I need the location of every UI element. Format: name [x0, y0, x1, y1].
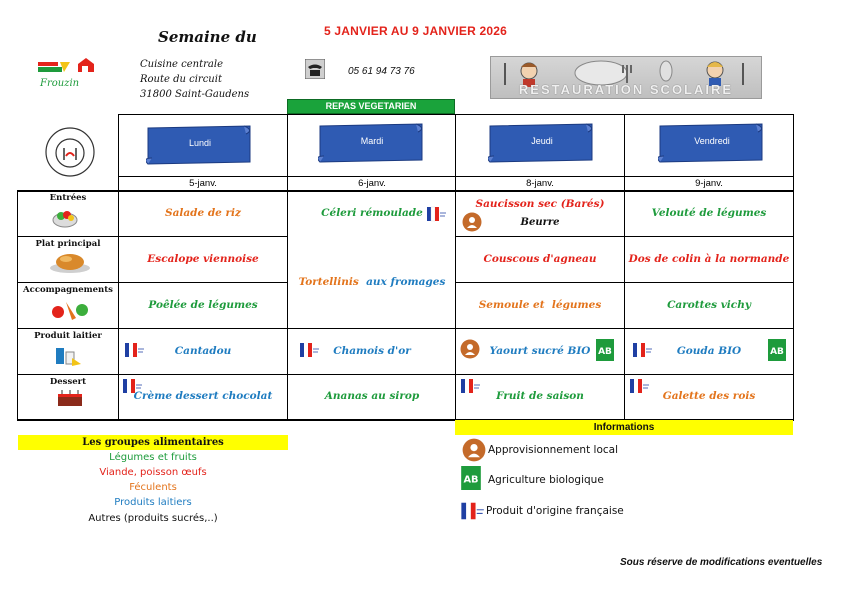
- legend-legumes: Légumes et fruits: [109, 452, 197, 463]
- vendredi-dessert: Galette des rois: [662, 390, 756, 402]
- lundi-dessert: Crème dessert chocolat: [133, 390, 273, 402]
- mardi-laitier: Chamois d'or: [333, 345, 411, 357]
- row-label-dessert: Dessert: [49, 377, 87, 387]
- row-label-plat: Plat principal: [35, 239, 101, 249]
- grid-line: [118, 176, 794, 177]
- plate-logo-icon: [44, 126, 96, 178]
- row-label-accompagnements: Accompagnements: [23, 285, 113, 295]
- lundi-accompagnement: Poêlée de légumes: [148, 299, 258, 311]
- date-mardi: 6-janv.: [358, 178, 386, 189]
- week-dates: 5 JANVIER AU 9 JANVIER 2026: [324, 24, 508, 38]
- grid-line: [17, 282, 287, 283]
- legend-laitiers: Produits laitiers: [114, 497, 192, 508]
- agriculture-bio-icon: [768, 339, 786, 361]
- mardi-plat-1: Tortellinis: [298, 276, 359, 288]
- vendredi-laitier: Gouda BIO: [676, 345, 742, 357]
- legend-title: Les groupes alimentaires: [18, 435, 288, 450]
- restauration-scolaire-banner: [490, 56, 762, 99]
- mardi-entree: Céleri rémoulade: [321, 207, 423, 219]
- day-header-vendredi: [658, 122, 766, 166]
- day-name: Jeudi: [531, 136, 553, 146]
- svg-text:AB: AB: [770, 347, 784, 357]
- address-line-1: Cuisine centrale: [140, 59, 223, 70]
- vendredi-plat: Dos de colin à la normande: [628, 253, 790, 265]
- banner-text: RESTAURATION SCOLAIRE: [518, 82, 734, 97]
- date-vendredi: 9-janv.: [695, 178, 723, 189]
- row-label-entrees: Entrées: [49, 193, 87, 203]
- roast-chicken-icon: [48, 250, 92, 274]
- grid-line: [118, 114, 794, 115]
- jeudi-dessert: Fruit de saison: [496, 390, 584, 402]
- jeudi-laitier: Yaourt sucré BIO: [489, 345, 591, 357]
- dairy-icon: [54, 342, 82, 368]
- vegetarian-meal-badge: REPAS VEGETARIEN: [287, 99, 455, 114]
- jeudi-accomp-1: Semoule et: [478, 299, 545, 311]
- date-jeudi: 8-janv.: [526, 178, 554, 189]
- vegetables-icon: [50, 298, 90, 322]
- jeudi-plat: Couscous d'agneau: [483, 253, 597, 265]
- grid-line: [455, 236, 794, 237]
- day-header-lundi: [146, 124, 254, 168]
- phone-number: 05 61 94 73 76: [348, 66, 415, 77]
- grid-line: [17, 190, 794, 192]
- vendredi-entree: Velouté de légumes: [651, 207, 767, 219]
- origine-france-icon: [459, 500, 485, 522]
- legend-viande: Viande, poisson œufs: [99, 467, 207, 478]
- agriculture-bio-icon: [596, 339, 614, 361]
- agriculture-bio-icon: [461, 466, 481, 490]
- logo-text: Frouzin: [40, 78, 80, 89]
- cake-icon: [56, 388, 84, 408]
- legend-autres: Autres (produits sucrés,..): [88, 513, 218, 524]
- day-name: Vendredi: [694, 136, 730, 146]
- date-lundi: 5-janv.: [189, 178, 217, 189]
- mardi-plat-accompagnement: [288, 276, 456, 288]
- lundi-laitier: Cantadou: [174, 345, 232, 357]
- row-label-laitier: Produit laitier: [34, 331, 102, 341]
- origine-france-icon: [425, 205, 447, 223]
- grid-line: [17, 374, 794, 375]
- jeudi-accomp-2: légumes: [551, 299, 602, 311]
- day-header-jeudi: [488, 122, 596, 166]
- lundi-plat: Escalope viennoise: [147, 253, 259, 265]
- info-bio: Agriculture biologique: [488, 474, 604, 486]
- grid-line: [17, 236, 287, 237]
- day-name: Lundi: [188, 138, 212, 148]
- day-name: Mardi: [360, 136, 384, 146]
- salad-icon: [52, 206, 78, 228]
- jeudi-accompagnement: [456, 299, 624, 311]
- svg-text:AB: AB: [598, 347, 612, 357]
- mardi-plat-2: aux fromages: [366, 276, 446, 288]
- legend-feculents: Féculents: [129, 482, 177, 493]
- vendredi-accompagnement: Carottes vichy: [667, 299, 751, 311]
- address-line-2: Route du circuit: [140, 74, 222, 85]
- lundi-entree: Salade de riz: [164, 207, 242, 219]
- address-line-3: 31800 Saint-Gaudens: [140, 89, 250, 100]
- info-title: Informations: [455, 420, 793, 435]
- grid-line: [455, 282, 794, 283]
- local-supply-icon: [462, 438, 486, 462]
- jeudi-entree-1: Saucisson sec (Barés): [475, 198, 605, 210]
- week-title: Semaine du: [158, 28, 257, 46]
- telephone-icon: [305, 59, 325, 79]
- info-france: Produit d'origine française: [486, 505, 624, 517]
- mardi-dessert: Ananas au sirop: [324, 390, 420, 402]
- info-local: Approvisionnement local: [488, 444, 618, 456]
- frouzin-logo: [36, 56, 96, 90]
- grid-line: [17, 328, 794, 329]
- footer-disclaimer: Sous réserve de modifications eventuelles: [620, 557, 823, 568]
- jeudi-entree-2: Beurre: [520, 217, 560, 228]
- day-header-mardi: [318, 122, 426, 166]
- svg-text:AB: AB: [463, 474, 479, 486]
